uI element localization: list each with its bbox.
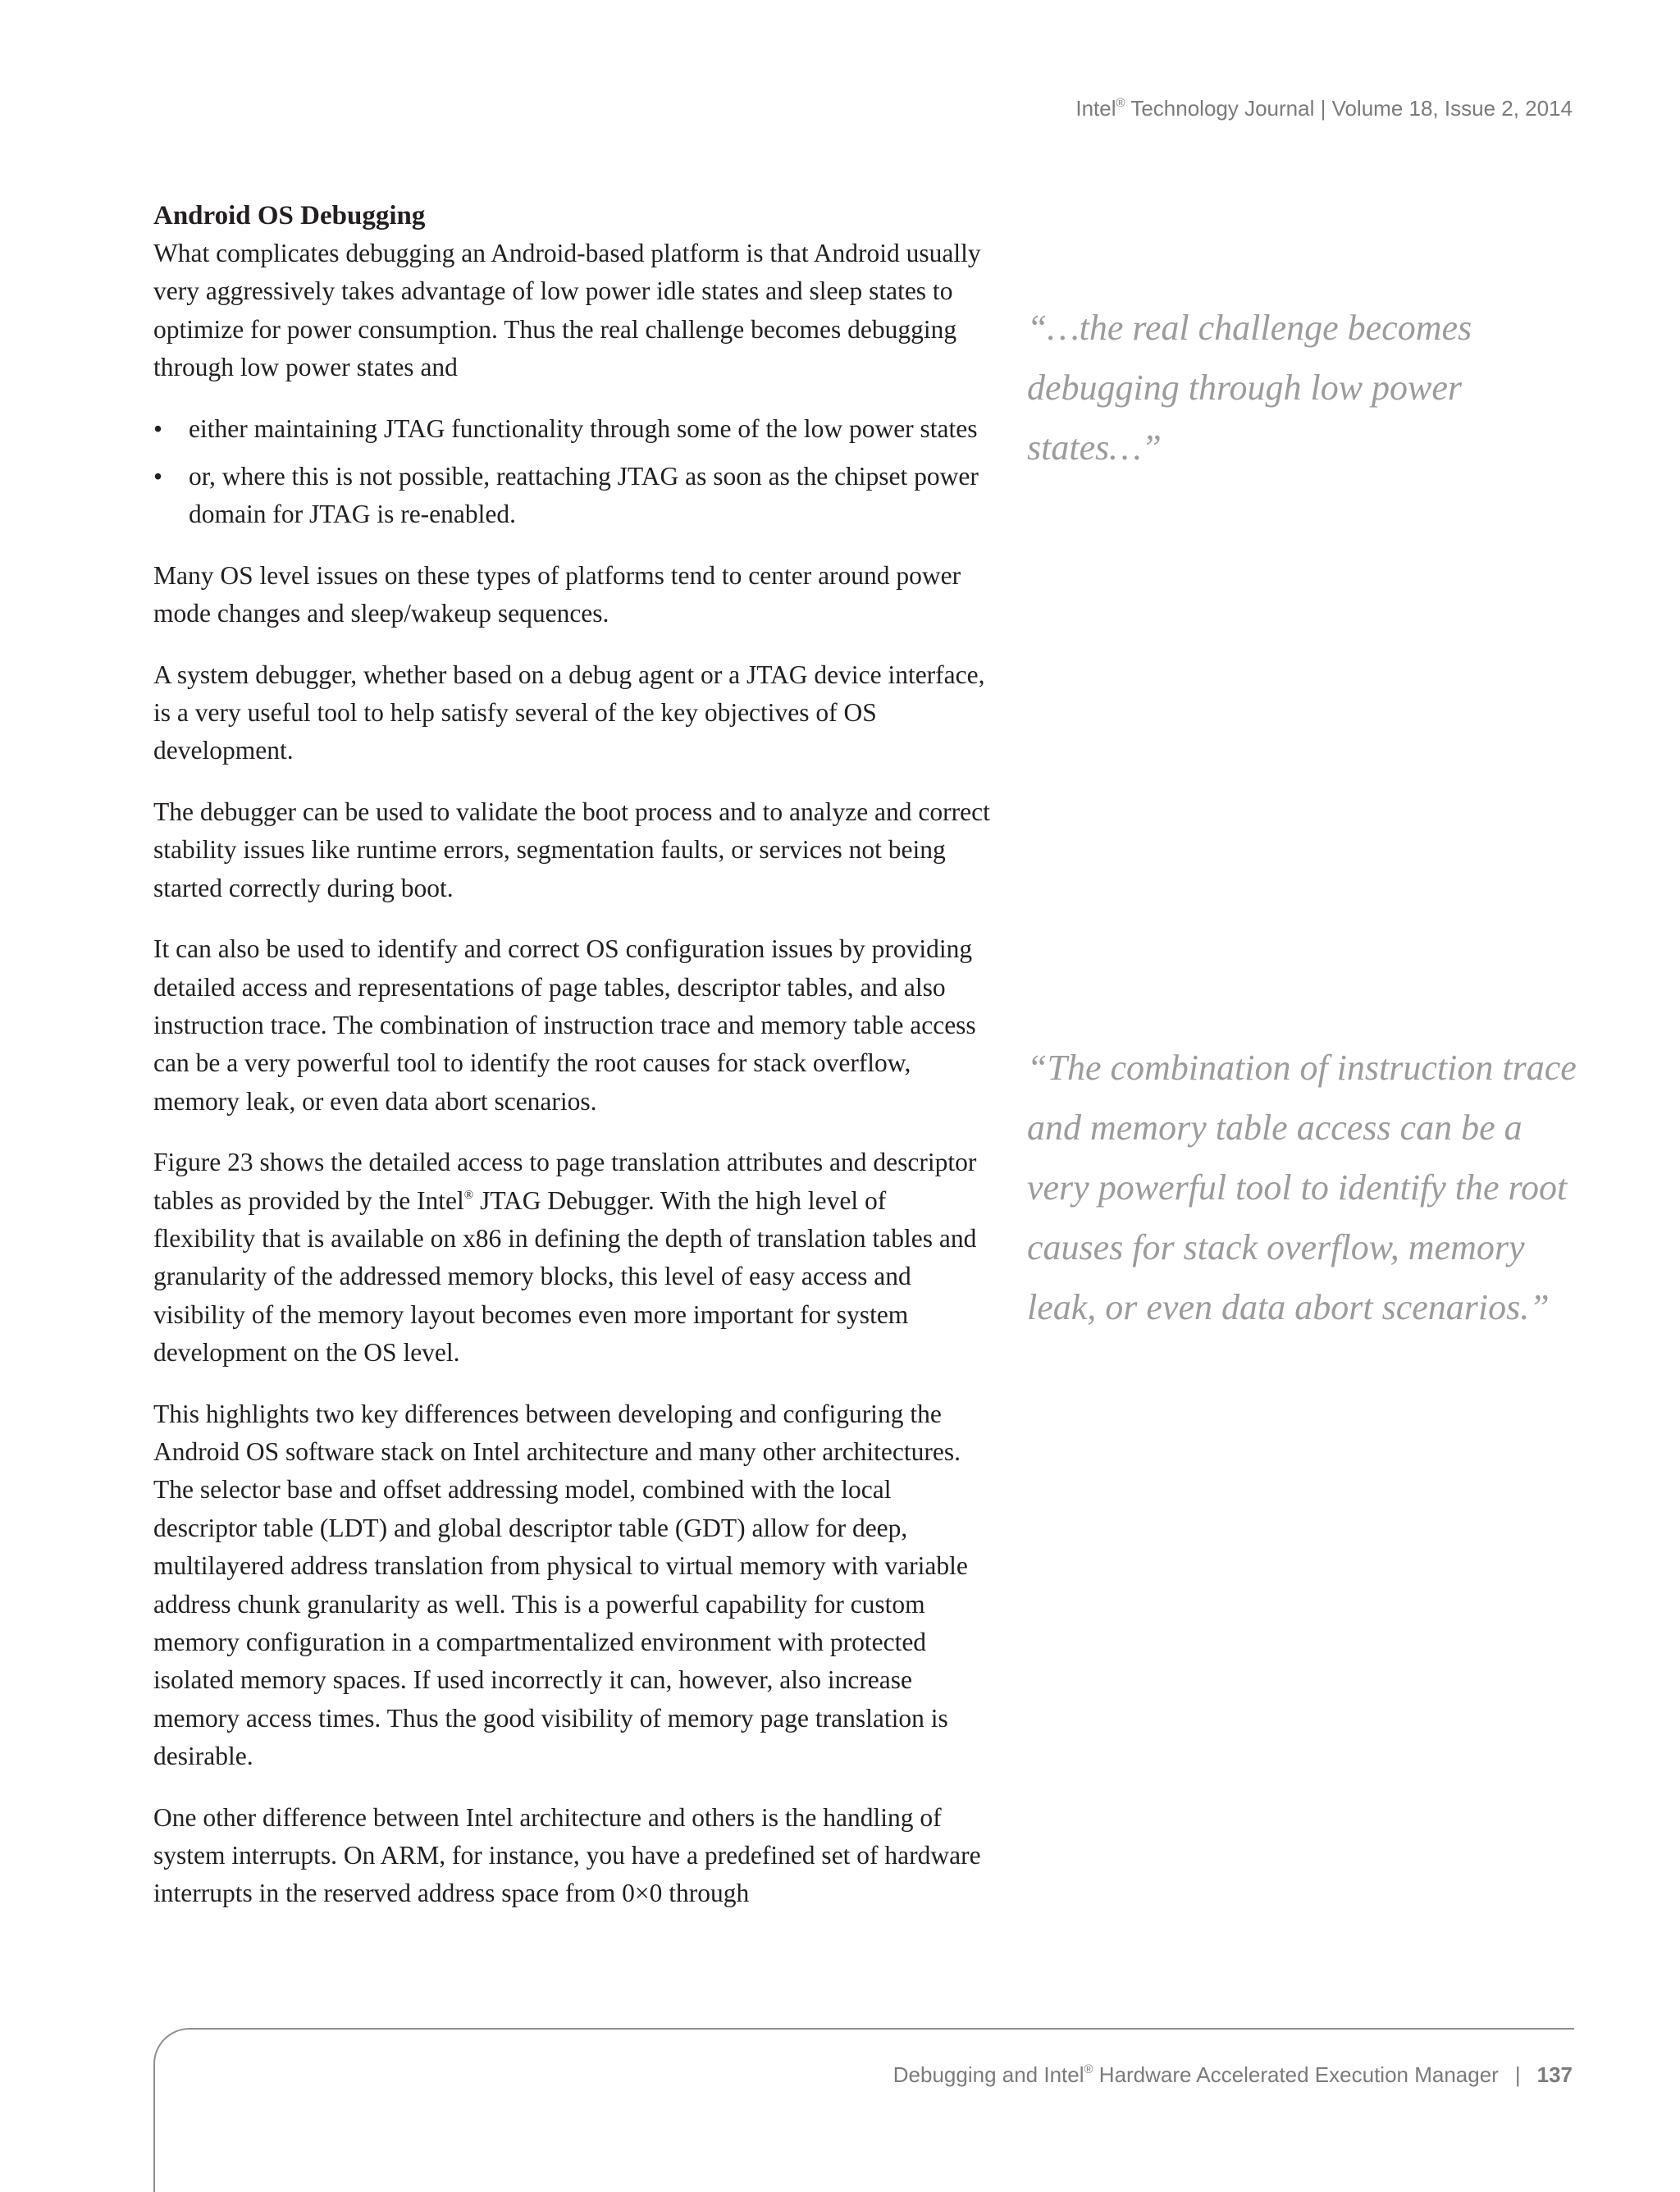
body-paragraph: One other difference between Intel architecture and others is the handling of system interrupts. On ARM, for instance, you have a predefined set of hardware interrupts in the reserved address space from 0×0 through	[153, 1802, 981, 1908]
journal-brand: Intel	[1075, 96, 1116, 121]
body-paragraph: This highlights two key differences between developing and configuring the Android OS software stack on Intel architecture and many other architectures. The selector base and offset addressing model, combined with the local descriptor table (LDT) and global descriptor table (GDT) allow for deep, multilayered address translation from physical to virtual memory with variable address chunk granularity as well. This is a powerful capability for custom memory configuration in a compartmentalized environment with protected isolated memory spaces. If used incorrectly it can, however, also increase memory access times. Thus the good visibility of memory page translation is desirable.	[153, 1399, 968, 1771]
footer-title-start: Debugging and Intel	[892, 2062, 1084, 2087]
footer	[893, 2062, 1573, 2088]
bullet-marker: •	[153, 413, 163, 443]
registered-mark: ®	[1116, 96, 1125, 110]
body-paragraph: A system debugger, whether based on a debug agent or a JTAG device interface, is a very useful tool to help satisfy several of the key objectives of OS development.	[153, 660, 985, 765]
page-number: 137	[1536, 2062, 1573, 2087]
bullet-marker: •	[153, 462, 163, 491]
pull-quote: “…the real challenge becomes debugging through low power states…”	[1027, 308, 1472, 468]
list-item	[153, 458, 990, 534]
journal-issue: Technology Journal | Volume 18, Issue 2, 2014	[1125, 96, 1573, 121]
body-paragraph: It can also be used to identify and correct OS configuration issues by providing detailed access and representations of page tables, descriptor tables, and also instruction trace. The combination of instruction trace and memory table access can be a very powerful tool to identify the root causes for stack overflow, memory leak, or even data abort scenarios.	[153, 934, 976, 1116]
footer-separator: |	[1514, 2062, 1521, 2087]
intro-paragraph: What complicates debugging an Android-based platform is that Android usually very aggressively takes advantage of low power idle states and sleep states to optimize for power consumption. Thus the real challenge becomes debugging through low power states and	[153, 239, 981, 382]
figure-text-start: Figure 23 shows the detailed access to page translation attributes and descriptor tables as provided by the Intel	[153, 1148, 977, 1215]
pull-quote: “The combination of instruction trace and memory table access can be a very powerful tool to identify the root causes for stack overflow, memory leak, or even data abort scenarios.”	[1027, 1048, 1577, 1327]
list-item-text: or, where this is not possible, reattaching JTAG as soon as the chipset power domain for JTAG is re-enabled.	[189, 462, 979, 529]
article-body	[153, 197, 990, 1936]
footer-title-end: Hardware Accelerated Execution Manager	[1093, 2062, 1499, 2087]
list-item-text: either maintaining JTAG functionality through some of the low power states	[189, 413, 978, 443]
body-paragraph: Many OS level issues on these types of platforms tend to center around power mode changes and sleep/wakeup sequences.	[153, 560, 961, 628]
registered-mark: ®	[1084, 2062, 1093, 2076]
list-item	[153, 410, 990, 448]
section-heading: Android OS Debugging	[153, 201, 426, 231]
registered-mark: ®	[463, 1188, 474, 1202]
figure-reference-paragraph	[153, 1144, 990, 1372]
bullet-list	[153, 410, 990, 534]
figure-text-end: JTAG Debugger. With the high level of flexibility that is available on x86 in defining the depth of translation tables and granularity of the addressed memory blocks, this level of easy access and visibility of the memory layout becomes even more important for system development on the OS level.	[153, 1185, 977, 1368]
footer-rule	[153, 2028, 1574, 2192]
running-head	[1075, 96, 1573, 121]
body-paragraph: The debugger can be used to validate the boot process and to analyze and correct stability issues like runtime errors, segmentation faults, or services not being started correctly during boot.	[153, 797, 990, 902]
